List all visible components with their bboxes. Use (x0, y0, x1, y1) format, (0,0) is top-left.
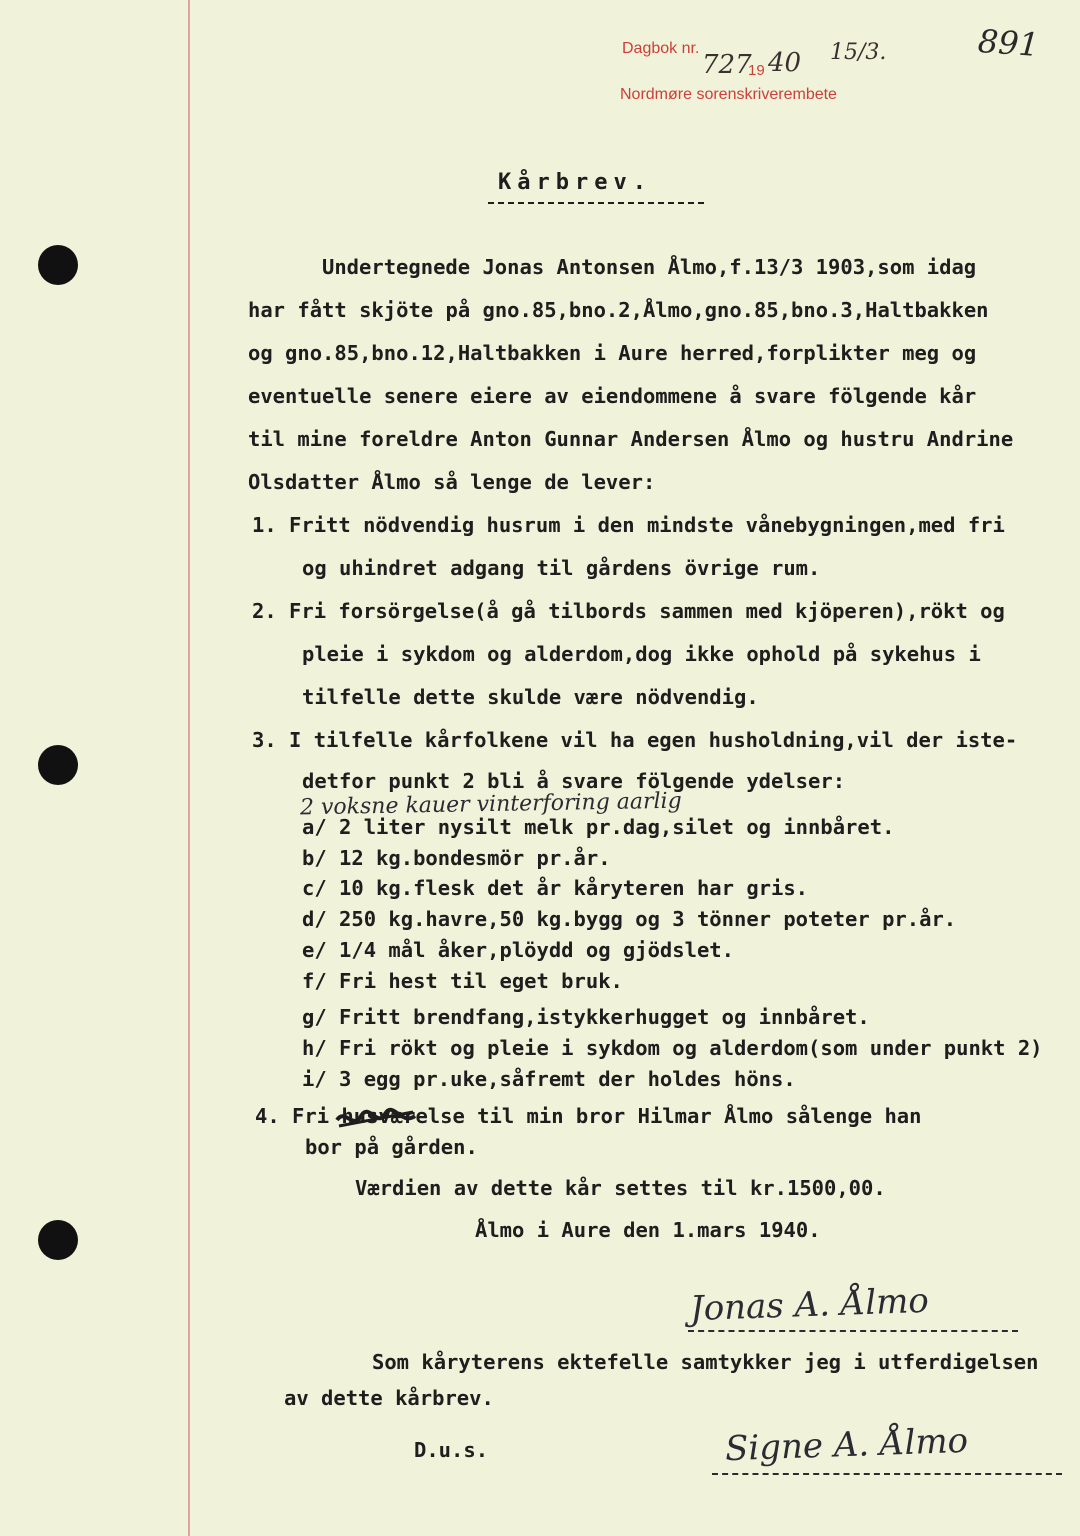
value-line: Værdien av dette kår settes til kr.1500,00. (355, 1176, 886, 1200)
stamp-date: 15/3. (830, 40, 887, 65)
dus-line: D.u.s. (414, 1438, 489, 1462)
body-line: og gno.85,bno.12,Haltbakken i Aure herred,forplikter meg og (248, 341, 977, 365)
body-line: Olsdatter Ålmo så lenge de lever: (248, 470, 656, 494)
body-line: til mine foreldre Anton Gunnar Andersen Ålmo og hustru Andrine (248, 427, 1014, 451)
body-line: 4. Fri husværelse til min bror Hilmar Ålmo sålenge han (255, 1104, 922, 1128)
stamp-year: 40 (768, 48, 802, 78)
body-line: eventuelle senere eiere av eiendommene å svare fölgende kår (248, 384, 977, 408)
item-line: b/ 12 kg.bondesmör pr.år. (302, 846, 611, 870)
body-line: pleie i sykdom og alderdom,dog ikke ophold på sykehus i (302, 642, 981, 666)
consent-line: Som kåryterens ektefelle samtykker jeg i utferdigelsen (372, 1350, 1039, 1374)
signature-underline (712, 1473, 1062, 1475)
body-line: har fått skjöte på gno.85,bno.2,Ålmo,gno.85,bno.3,Haltbakken (248, 298, 989, 322)
signature-underline (688, 1330, 1018, 1332)
item-line: d/ 250 kg.havre,50 kg.bygg og 3 tönner poteter pr.år. (302, 907, 957, 931)
item-line: h/ Fri rökt og pleie i sykdom og alderdom(som under punkt 2) (302, 1036, 1043, 1060)
item-line: g/ Fritt brendfang,istykkerhugget og innbåret. (302, 1005, 870, 1029)
stamp-number: 727 (702, 50, 752, 80)
title-underline (488, 202, 704, 204)
signature-signe: Signe A. Ålmo (724, 1420, 969, 1470)
stamp-prefix: Dagbok nr. (622, 40, 700, 57)
body-line: bor på gården. (305, 1135, 478, 1159)
punch-hole (38, 745, 78, 785)
item-line: e/ 1/4 mål åker,plöydd og gjödslet. (302, 938, 734, 962)
body-line: 2. Fri forsörgelse(å gå tilbords sammen med kjöperen),rökt og (252, 599, 1005, 623)
consent-line: av dette kårbrev. (284, 1386, 494, 1410)
page-number: 891 (976, 21, 1041, 65)
item-line: a/ 2 liter nysilt melk pr.dag,silet og innbåret. (302, 815, 895, 839)
stamp-year-prefix: 19 (748, 62, 765, 79)
body-line: 1. Fritt nödvendig husrum i den mindste vånebygningen,med fri (252, 513, 1005, 537)
stamp-office: Nordmøre sorenskriverembete (620, 86, 837, 103)
body-line: tilfelle dette skulde være nödvendig. (302, 685, 759, 709)
body-line: detfor punkt 2 bli å svare fölgende ydelser: (302, 769, 846, 793)
punch-hole (38, 245, 78, 285)
punch-hole (38, 1220, 78, 1260)
item-line: c/ 10 kg.flesk det år kåryteren har gris. (302, 876, 809, 900)
place-date: Ålmo i Aure den 1.mars 1940. (475, 1218, 821, 1242)
body-line: og uhindret adgang til gårdens övrige rum. (302, 556, 821, 580)
item-line: f/ Fri hest til eget bruk. (302, 969, 623, 993)
margin-rule (188, 0, 190, 1536)
document-title: Kårbrev. (498, 170, 652, 195)
item-line: i/ 3 egg pr.uke,såfremt der holdes höns. (302, 1067, 796, 1091)
struck-out-text (335, 1104, 417, 1134)
body-line: 3. I tilfelle kårfolkene vil ha egen husholdning,vil der iste- (252, 728, 1018, 752)
signature-jonas: Jonas A. Ålmo (689, 1280, 930, 1330)
body-line: Undertegnede Jonas Antonsen Ålmo,f.13/3 1903,som idag (322, 255, 977, 279)
handwritten-insert: 2 voksne kauer vinterforing aarlig (299, 788, 682, 821)
registry-stamp (620, 40, 920, 110)
